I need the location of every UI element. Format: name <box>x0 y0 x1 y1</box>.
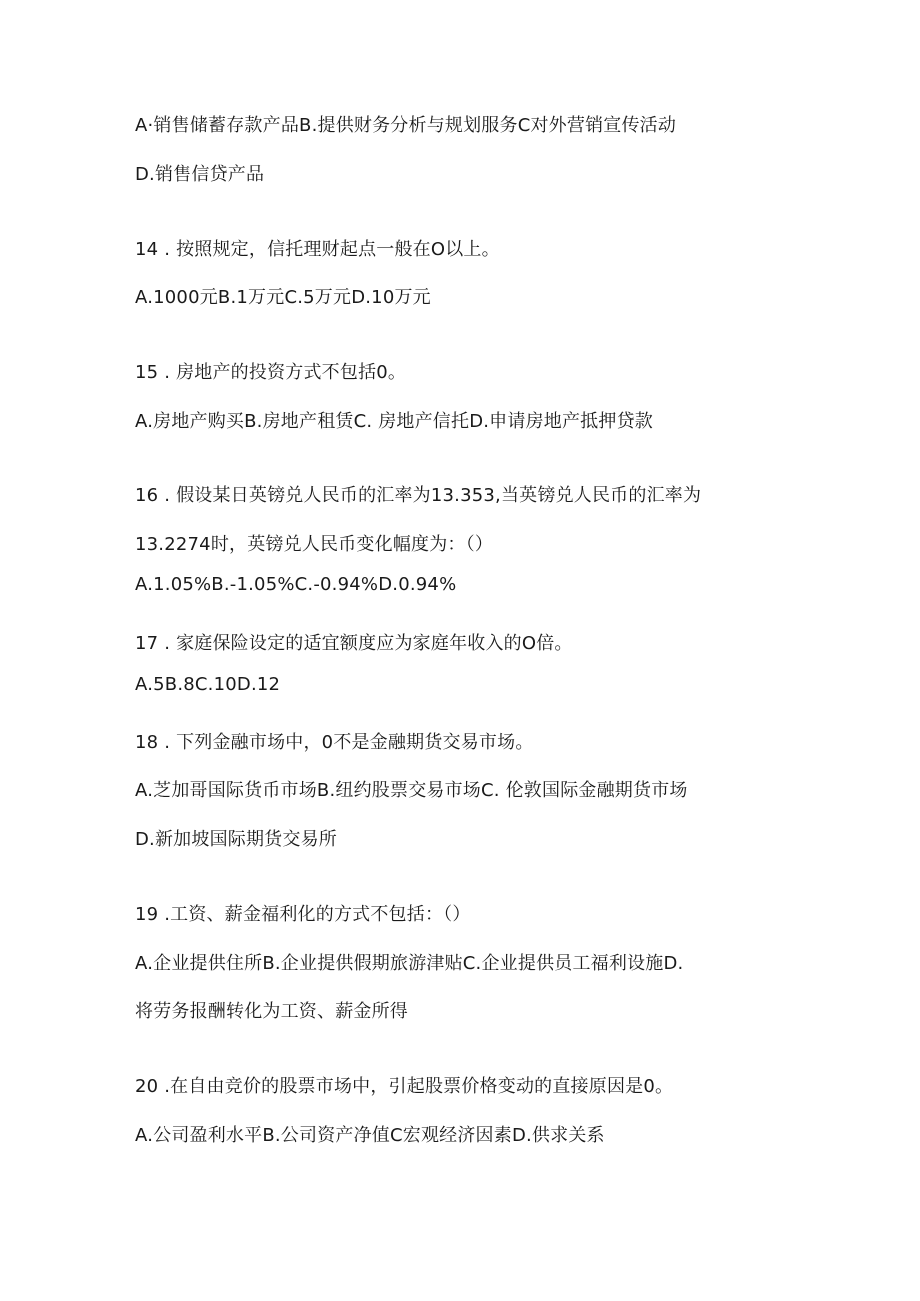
q20-question: 20 .在自由竞价的股票市场中，引起股票价格变动的直接原因是0。 <box>135 1076 674 1097</box>
q14-options: A.1000元B.1万元C.5万元D.10万元 <box>135 287 431 308</box>
q14-question: 14 . 按照规定，信托理财起点一般在O以上。 <box>135 239 500 260</box>
q20-options: A.公司盈利水平B.公司资产净值C宏观经济因素D.供求关系 <box>135 1125 605 1146</box>
q18-options-line-2: D.新加坡国际期货交易所 <box>135 829 337 850</box>
q18-options-line-1: A.芝加哥国际货币市场B.纽约股票交易市场C. 伦敦国际金融期货市场 <box>135 780 688 801</box>
q15-question: 15 . 房地产的投资方式不包括0。 <box>135 362 407 383</box>
q19-options-line-2: 将劳务报酬转化为工资、薪金所得 <box>135 1001 408 1022</box>
q17-question: 17 . 家庭保险设定的适宜额度应为家庭年收入的O倍。 <box>135 633 573 654</box>
q15-options: A.房地产购买B.房地产租赁C. 房地产信托D.申请房地产抵押贷款 <box>135 411 653 432</box>
q18-question: 18 . 下列金融市场中，0不是金融期货交易市场。 <box>135 732 534 753</box>
q16-question-line-1: 16 . 假设某日英镑兑人民币的汇率为13.353,当英镑兑人民币的汇率为 <box>135 485 702 506</box>
q13-options-line-2: D.销售信贷产品 <box>135 164 265 185</box>
q19-question: 19 .工资、薪金福利化的方式不包括：（） <box>135 904 471 925</box>
q16-options: A.1.05%B.-1.05%C.-0.94%D.0.94% <box>135 574 457 595</box>
q19-options-line-1: A.企业提供住所B.企业提供假期旅游津贴C.企业提供员工福利设施D. <box>135 953 684 974</box>
q13-options-line-1: A·销售储蓄存款产品B.提供财务分析与规划服务C对外营销宣传活动 <box>135 115 677 136</box>
q17-options: A.5B.8C.10D.12 <box>135 674 281 695</box>
q16-question-line-2: 13.2274时，英镑兑人民币变化幅度为：（） <box>135 534 494 555</box>
